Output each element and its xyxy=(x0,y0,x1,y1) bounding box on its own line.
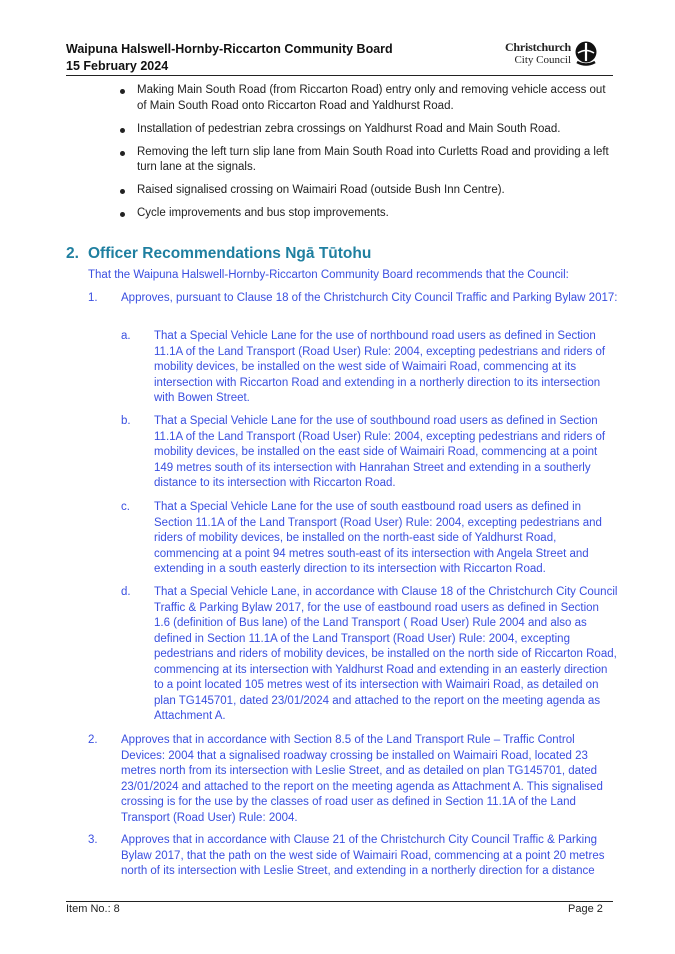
sub-item-text: That a Special Vehicle Lane for the use of northbound road users as defined in Section 11.1A of the Land Transport (Road User) Rule: 2004, excepting pedestrians and riders of mobility devices, be installed on the west side of Waimairi Road, commencing at its intersection with Riccarton Road and extending in a northerly direction to its intersection with Bowen Street. xyxy=(154,330,606,404)
sub-item-letter: c. xyxy=(121,501,130,513)
bullet-icon xyxy=(120,189,125,194)
item-text: Approves that in accordance with Section 8.5 of the Land Transport Rule – Traffic Control Devices: 2004 that a signalised roadway crossing be installed on Waimairi Road, located 23 metres north from its intersection with Leslie Street, and as detailed on plan TG145701, dated 23/01/2024 and attached to the report on the meeting agenda as Attachment A. This signalised crossing is for the use by the classes of road user as defined in Section 11.1A of the Land Transport (Road User) Rule: 2004. xyxy=(121,734,603,824)
logo-text-line2: City Council xyxy=(514,54,571,66)
list-item: Raised signalised crossing on Waimairi Road (outside Bush Inn Centre). xyxy=(120,183,615,199)
board-name: Waipuna Halswell-Hornby-Riccarton Community Board xyxy=(66,42,393,56)
bullet-icon xyxy=(120,151,125,156)
item-number: 1. xyxy=(88,292,98,304)
list-item: Making Main South Road (from Riccarton Road) entry only and removing vehicle access out of Main South Road onto Riccarton Road and Yaldhurst Road. xyxy=(120,83,615,114)
footer-page-number: Page 2 xyxy=(568,903,603,915)
footer-item-number: Item No.: 8 xyxy=(66,903,120,915)
item-text: Approves that in accordance with Clause 21 of the Christchurch City Council Traffic & Parking Bylaw 2017, that the path on the west side of Waimairi Road, commencing at a point 20 metres north of its intersection with Leslie Street, and extending in a northerly direction for a distance xyxy=(121,834,605,877)
footer-divider xyxy=(66,901,613,902)
sub-item-letter: d. xyxy=(121,586,131,598)
bullet-icon xyxy=(120,212,125,217)
item-text: Approves, pursuant to Clause 18 of the Christchurch City Council Traffic and Parking Bylaw 2017: xyxy=(121,292,618,304)
sub-item-letter: a. xyxy=(121,330,131,342)
bullet-icon xyxy=(120,89,125,94)
item-number: 3. xyxy=(88,834,98,846)
section-heading xyxy=(66,245,371,263)
logo-text-line1: Christchurch xyxy=(504,40,571,54)
bullet-icon xyxy=(120,128,125,133)
section-title: Officer Recommendations Ngā Tūtohu xyxy=(88,245,372,262)
sub-item-letter: b. xyxy=(121,415,131,427)
item-number: 2. xyxy=(88,734,98,746)
sub-item-text: That a Special Vehicle Lane for the use of southbound road users as defined in Section 11.1A of the Land Transport (Road User) Rule: 2004, excepting pedestrians and riders of mobility devices, be installed on the east side of Waimairi Road, commencing at a point 149 metres south of its intersection with Hanrahan Street and extending in a southerly distance to its intersection with Riccarton Road. xyxy=(154,415,606,489)
list-item: Installation of pedestrian zebra crossings on Yaldhurst Road and Main South Road. xyxy=(120,122,615,138)
council-emblem-icon xyxy=(574,41,598,67)
council-logo xyxy=(497,41,601,69)
sub-item-text: That a Special Vehicle Lane for the use of south eastbound road users as defined in Section 11.1A of the Land Transport (Road User) Rule: 2004, excepting pedestrians and riders of mobility devices, be installed on the north-east side of Yaldhurst Road, commencing at a point 94 metres south-east of its intersection with Angela Street and extending in a south easterly direction to its intersection with Riccarton Road. xyxy=(154,501,602,575)
sub-item-text: That a Special Vehicle Lane, in accordance with Clause 18 of the Christchurch City Council Traffic & Parking Bylaw 2017, for the use of eastbound road users as defined in Section 1.6 (definition of Bus lane) of the Land Transport ( Road User) Rule 2004 and also as defined in Section 11.1A of the Land Transport (Road User) Rule: 2004, excepting pedestrians and riders of mobility devices, be installed on the north side of Riccarton Road, commencing at its intersection with Yaldhurst Road and extending in an easterly direction to a point located 105 metres west of its intersection with Waimairi Road, as detailed on plan TG145701, dated 23/01/2024 and attached to the report on the meeting agenda as Attachment A. xyxy=(154,586,618,722)
recommendation-intro: That the Waipuna Halswell-Hornby-Riccarton Community Board recommends that the Council: xyxy=(88,269,569,281)
section-number: 2. xyxy=(66,245,79,262)
header-divider xyxy=(66,75,613,76)
document-header xyxy=(66,41,393,75)
meeting-date: 15 February 2024 xyxy=(66,59,169,73)
bullet-list xyxy=(120,83,615,229)
list-item: Cycle improvements and bus stop improvements. xyxy=(120,206,615,222)
list-item: Removing the left turn slip lane from Main South Road into Curletts Road and providing a left turn lane at the signals. xyxy=(120,145,615,176)
